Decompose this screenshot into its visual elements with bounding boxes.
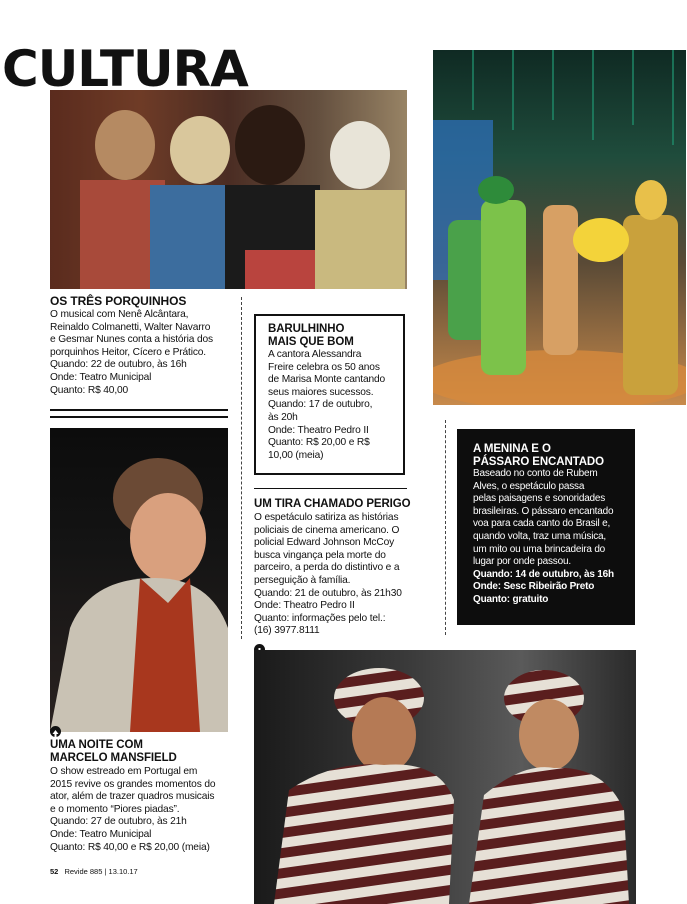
divider-rule bbox=[254, 488, 407, 489]
text-line: (16) 3977.8111 bbox=[254, 625, 320, 637]
section-title: CULTURA bbox=[2, 40, 248, 98]
text-line: e Gesmar Nunes conta a história dos bbox=[50, 334, 213, 346]
text-line: e o momento “Piores piadas”. bbox=[50, 803, 180, 815]
body-um-tira bbox=[254, 512, 439, 638]
heading-line: A MENINA E O bbox=[473, 443, 551, 455]
text-line: Onde: Theatro Pedro II bbox=[254, 600, 355, 612]
text-line: voa para cada canto do Brasil e, bbox=[473, 518, 611, 530]
column-separator bbox=[241, 297, 242, 639]
text-line: às 20h bbox=[268, 411, 298, 423]
text-line: Quanto: gratuito bbox=[473, 593, 549, 605]
text-line: Quanto: R$ 40,00 bbox=[50, 384, 129, 396]
text-line: Onde: Teatro Municipal bbox=[50, 371, 152, 383]
text-line: Freire celebra os 50 anos bbox=[268, 361, 380, 373]
text-line: Quando: 27 de outubro, às 21h bbox=[50, 816, 187, 828]
text-line: perseguição à família. bbox=[254, 574, 351, 586]
heading-line: MARCELO MANSFIELD bbox=[50, 751, 177, 764]
heading-um-tira: UM TIRA CHAMADO PERIGO bbox=[254, 498, 411, 510]
heading-line: MAIS QUE BOM bbox=[268, 335, 354, 348]
text-line: Onde: Theatro Pedro II bbox=[268, 424, 369, 436]
text-line: lugar por onde passou. bbox=[473, 556, 571, 568]
box-menina bbox=[457, 429, 635, 625]
heading-menina bbox=[473, 443, 635, 468]
heading-line: BARULHINHO bbox=[268, 323, 345, 335]
arrow-up-icon bbox=[50, 726, 61, 737]
text-line: O musical com Nenê Alcântara, bbox=[50, 309, 189, 320]
text-line: Quando: 22 de outubro, às 16h bbox=[50, 359, 187, 371]
text-line: parceiro, a perda do distintivo e a bbox=[254, 562, 400, 574]
text-line: Onde: Sesc Ribeirão Preto bbox=[473, 581, 595, 593]
text-line: Quanto: informações pelo tel.: bbox=[254, 612, 386, 624]
text-line: O show estreado em Portugal em bbox=[50, 766, 198, 777]
text-line: policial Edward Johnson McCoy bbox=[254, 537, 395, 549]
body-barulhinho bbox=[268, 349, 403, 462]
text-line: 2015 revive os grandes momentos do bbox=[50, 778, 216, 790]
text-line: quando volta, traz uma música, bbox=[473, 530, 606, 542]
heading-line: UMA NOITE COM bbox=[50, 739, 143, 751]
text-line: Quando: 17 de outubro, bbox=[268, 399, 373, 411]
text-line: porquinhos Heitor, Cícero e Prático. bbox=[50, 346, 206, 358]
photo-tres-porquinhos bbox=[50, 90, 407, 289]
magazine-name: Revide 885 bbox=[64, 867, 103, 876]
heading-line: PÁSSARO ENCANTADO bbox=[473, 455, 604, 468]
text-line: de Marisa Monte cantando bbox=[268, 374, 386, 386]
column-separator bbox=[445, 420, 446, 635]
text-line: 10,00 (meia) bbox=[268, 449, 324, 461]
photo-espetaculo-menina bbox=[433, 50, 686, 405]
text-line: um mito ou uma brincadeira do bbox=[473, 543, 606, 555]
text-line: Quando: 14 de outubro, às 16h bbox=[473, 568, 614, 580]
text-line: Quanto: R$ 40,00 e R$ 20,00 (meia) bbox=[50, 841, 210, 853]
photo-marcelo-mansfield bbox=[50, 428, 228, 732]
text-line: brasileiras. O pássaro encantado bbox=[473, 505, 614, 517]
text-line: Onde: Teatro Municipal bbox=[50, 828, 152, 840]
text-line: A cantora Alessandra bbox=[268, 349, 362, 360]
text-line: O espetáculo satiriza as histórias bbox=[254, 512, 399, 523]
heading-tres-porquinhos: OS TRÊS PORQUINHOS bbox=[50, 294, 187, 308]
text-line: seus maiores sucessos. bbox=[268, 386, 374, 398]
text-line: Quando: 21 de outubro, às 21h30 bbox=[254, 587, 402, 599]
body-menina bbox=[473, 468, 635, 607]
heading-mansfield bbox=[50, 739, 177, 764]
box-barulhinho bbox=[254, 314, 405, 475]
heading-barulhinho bbox=[268, 323, 403, 348]
text-line: Reinaldo Colmanetti, Walter Navarro bbox=[50, 321, 211, 333]
issue-date: | 13.10.17 bbox=[104, 867, 138, 876]
text-line: busca vingança pela morte do bbox=[254, 549, 386, 561]
text-line: Quanto: R$ 20,00 e R$ bbox=[268, 437, 370, 449]
divider-rule bbox=[50, 409, 228, 411]
body-mansfield bbox=[50, 766, 240, 854]
text-line: policiais de cinema americano. O bbox=[254, 524, 400, 536]
page-number: 52 bbox=[50, 867, 59, 876]
text-line: pelas paisagens e sonoridades bbox=[473, 493, 606, 505]
page-footer bbox=[50, 867, 138, 876]
text-line: Baseado no conto de Rubem bbox=[473, 468, 598, 479]
text-line: Alves, o espetáculo passa bbox=[473, 480, 585, 492]
body-tres-porquinhos bbox=[50, 309, 235, 397]
divider-rule bbox=[50, 416, 228, 418]
photo-um-tira bbox=[254, 650, 636, 904]
text-line: ator, além de trazer quadros musicais bbox=[50, 791, 215, 803]
